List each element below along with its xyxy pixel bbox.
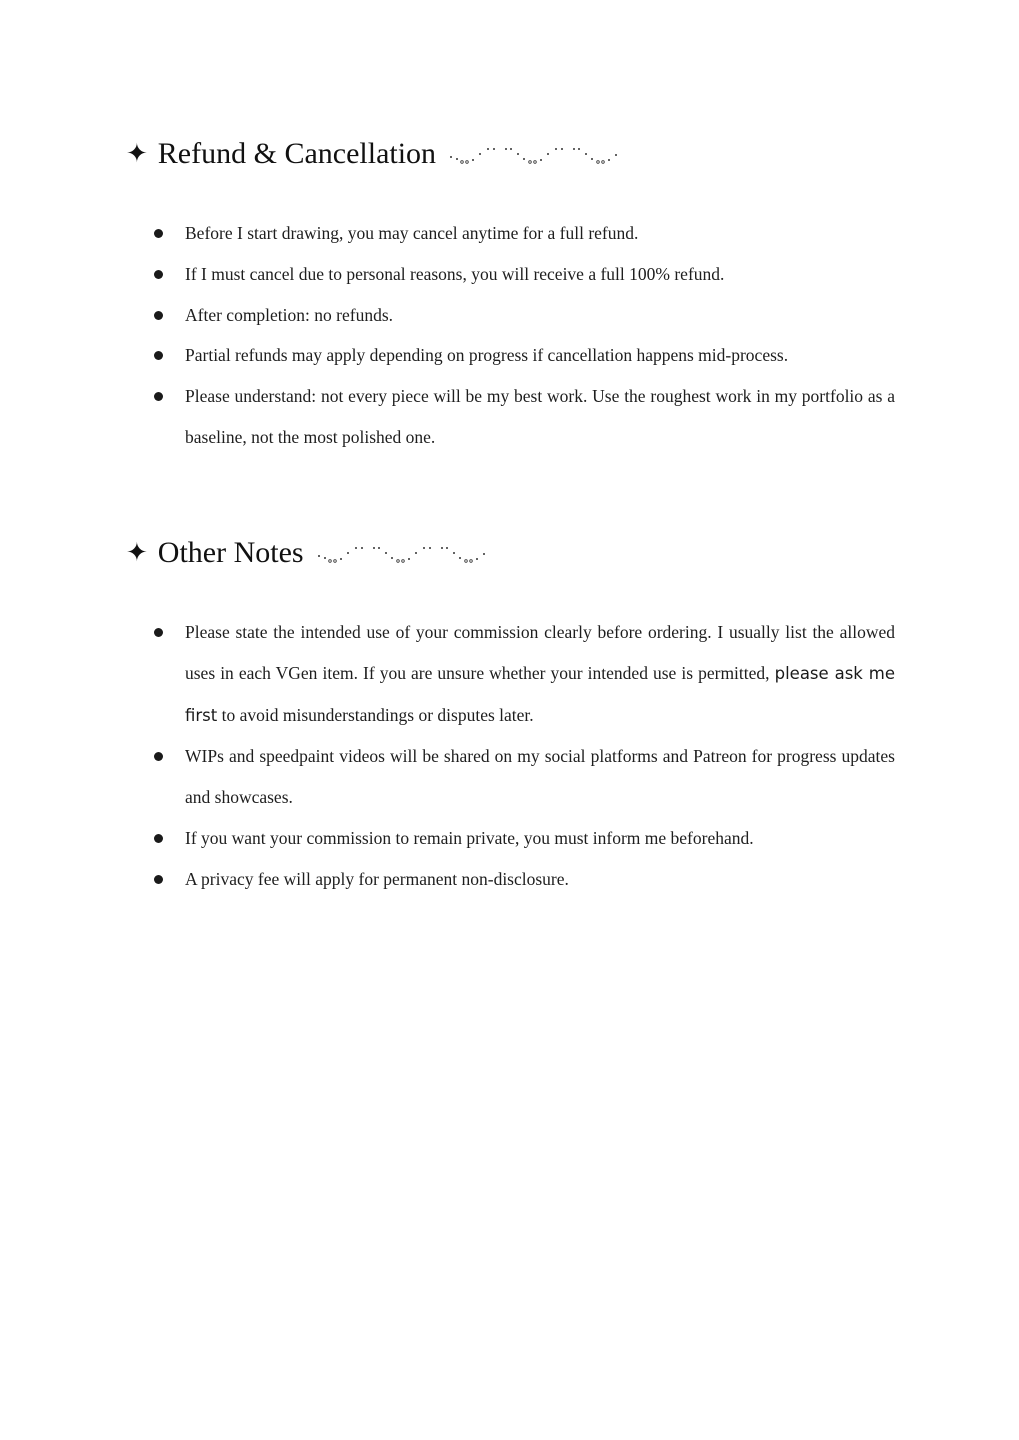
bullet-icon (154, 628, 163, 637)
refund-section (0, 133, 1019, 447)
dotted-wave-icon (316, 544, 501, 570)
list-item: If I must cancel due to personal reasons, you will receive a full 100% refund. (150, 254, 895, 295)
bullet-icon (154, 270, 163, 279)
bullet-icon (154, 392, 163, 401)
list-item: Please understand: not every piece will be my best work. Use the roughest work in my portfolio as a baseline, not the most polished one. (150, 376, 895, 458)
list-item: After completion: no refunds. (150, 295, 895, 336)
refund-list (150, 213, 895, 458)
emphasis-text: please ask me first (185, 663, 896, 725)
refund-title: Refund & Cancellation (157, 137, 437, 170)
list-item: A privacy fee will apply for permanent non-disclosure. (150, 859, 895, 900)
four-pointed-star-icon: ✦ (126, 538, 148, 568)
list-item: Before I start drawing, you may cancel anytime for a full refund. (150, 213, 895, 254)
list-item: If you want your commission to remain private, you must inform me beforehand. (150, 818, 895, 859)
notes-list (150, 612, 895, 900)
bullet-icon (154, 752, 163, 761)
notes-heading (126, 532, 1019, 574)
four-pointed-star-icon: ✦ (126, 139, 148, 169)
notes-section (0, 532, 1019, 889)
notes-title: Other Notes (157, 536, 304, 569)
bullet-icon (154, 229, 163, 238)
bullet-icon (154, 834, 163, 843)
bullet-icon (154, 351, 163, 360)
bullet-icon (154, 311, 163, 320)
refund-heading (126, 133, 1019, 175)
dotted-wave-icon (448, 145, 633, 171)
list-item: Partial refunds may apply depending on progress if cancellation happens mid-process. (150, 335, 895, 376)
list-item: WIPs and speedpaint videos will be shared on my social platforms and Patreon for progress updates and showcases. (150, 736, 895, 818)
bullet-icon (154, 875, 163, 884)
list-item: Please state the intended use of your commission clearly before ordering. I usually list the allowed uses in each VGen item. If you are unsure whether your intended use is permitted, please ask me first to avoid misunderstandings or disputes later. (150, 612, 895, 736)
